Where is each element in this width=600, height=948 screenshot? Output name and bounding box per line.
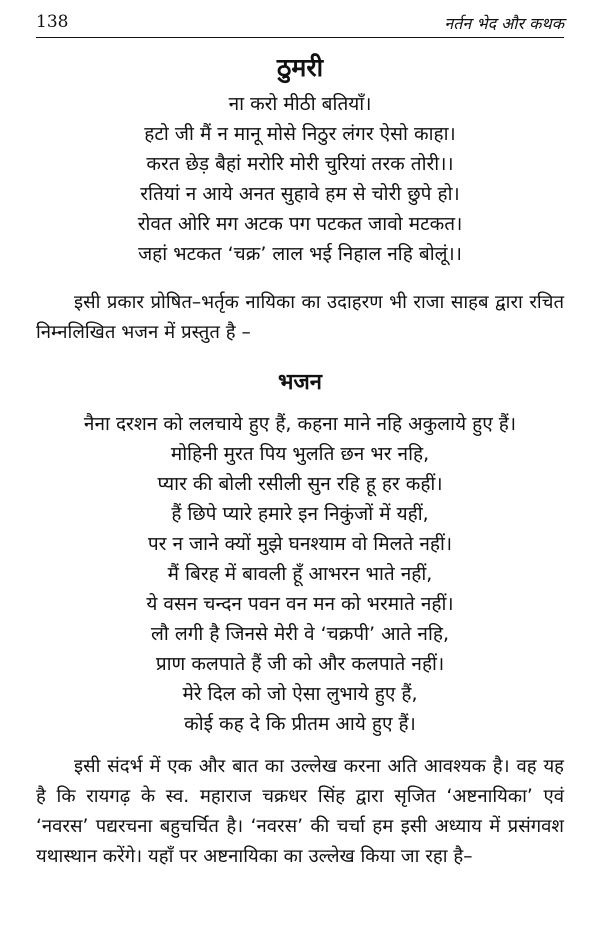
verse-line: प्यार की बोली रसीली सुन रहि हू हर कहीं। [157, 473, 443, 495]
verse-line: पर न जाने क्यों मुझे घनश्याम वो मिलते नहीं। [147, 533, 453, 555]
bhajan-heading: भजन [277, 370, 322, 395]
verse-line: कोई कह दे कि प्रीतम आये हुए हैं। [184, 713, 416, 735]
thumri-verse [30, 89, 570, 269]
verse-line: रोवत ओरि मग अटक पग पटकत जावो मटकत। [137, 213, 463, 235]
thumri-heading: ठुमरी [276, 53, 324, 82]
verse-line: हटो जी मैं न मानू मोसे निठुर लंगर ऐसो काहा। [144, 123, 456, 145]
verse-line: मोहिनी मुरत पिय भुलति छन भर नहि, [170, 443, 430, 465]
verse-line: रतियां न आये अनत सुहावे हम से चोरी छुपे हो। [140, 183, 460, 205]
verse-line: प्राण कलपाते हैं जी को और कलपाते नहीं। [155, 653, 445, 675]
verse-line: हैं छिपे प्यारे हमारे इन निकुंजों में यहीं, [171, 503, 429, 525]
running-title: नर्तन भेद और कथक [444, 14, 564, 33]
bhajan-verse [20, 409, 580, 739]
verse-line: नैना दरशन को ललचाये हुए हैं, कहना माने नहि अकुलाये हुए हैं। [83, 413, 517, 435]
closing-paragraph: इसी संदर्भ में एक और बात का उल्लेख करना अति आवश्यक है। वह यह है कि रायगढ़ के स्व. महाराज चक्रधर सिंह द्वारा सृजित ‘अष्टनायिका’ एवं ‘नवरस’ पद्यरचना बहुचर्चित है। ‘नवरस’ की चर्चा हम इसी अध्याय में प्रसंगवश यथास्थान करेंगे। यहाँ पर अष्टनायिका का उल्लेख किया जा रहा है– [36, 756, 564, 867]
intro-paragraph: इसी प्रकार प्रोषित–भर्तृक नायिका का उदाहरण भी राजा साहब द्वारा रचित निम्नलिखित भजन में प्रस्तुत है – [36, 292, 564, 343]
verse-line: करत छेड़ बैहां मरोरि मोरी चुरियां तरक तोरी।। [146, 153, 454, 175]
verse-line: ना करो मीठी बतियाँ। [228, 93, 372, 115]
verse-line: मेरे दिल को जो ऐसा लुभाये हुए हैं, [182, 683, 418, 705]
verse-line: जहां भटकत ‘चक्र’ लाल भई निहाल नहि बोलूं।। [138, 243, 462, 265]
verse-line: लौ लगी है जिनसे मेरी वे ‘चक्रपी’ आते नहि, [150, 623, 450, 645]
page-number: 138 [36, 12, 69, 32]
verse-line: मैं बिरह में बावली हूँ आभरन भाते नहीं, [167, 563, 433, 585]
page-header [36, 12, 564, 36]
verse-line: ये वसन चन्दन पवन वन मन को भरमाते नहीं। [146, 593, 454, 615]
header-rule [36, 37, 564, 38]
